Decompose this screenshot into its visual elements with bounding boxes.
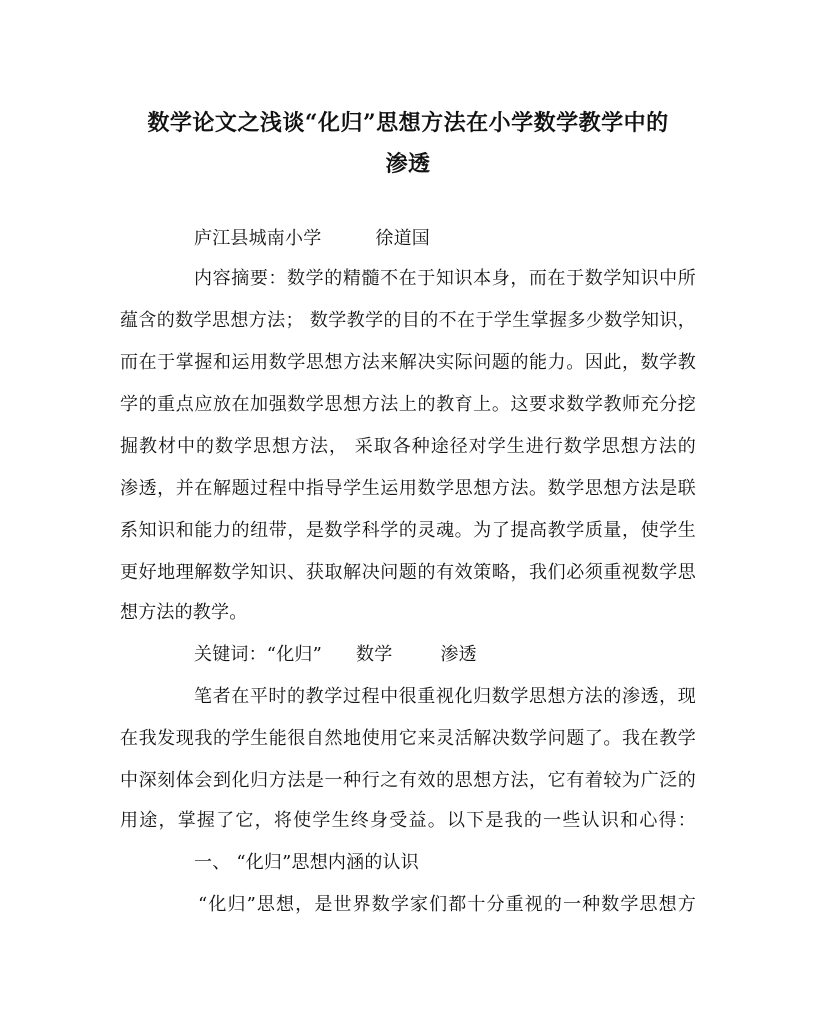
keyword: 数学 (356, 644, 393, 665)
intro-line: 用途，掌握了它，将使学生终身受益。以下是我的一些认识和心得： (120, 810, 696, 831)
abstract-line: 学的重点应放在加强数学思想方法上的教育上。这要求数学教师充分挖 (120, 394, 696, 415)
keywords-label: 关键词：“化归” (194, 644, 323, 665)
keywords-line (194, 644, 696, 666)
keyword: 渗透 (440, 644, 477, 665)
intro-line: 笔者在平时的教学过程中很重视化归数学思想方法的渗透，现 (194, 686, 696, 707)
abstract-line: 想方法的教学。 (120, 602, 248, 623)
abstract-line: 渗透，并在解题过程中指导学生运用数学思想方法。数学思想方法是联 (120, 478, 696, 499)
abstract-line: 而在于掌握和运用数学思想方法来解决实际问题的能力。因此，数学教 (120, 352, 696, 373)
abstract-line: 掘教材中的数学思想方法， 采取各种途径对学生进行数学思想方法的 (120, 436, 696, 457)
document-title-line-1: 数学论文之浅谈“化归”思想方法在小学数学教学中的 (147, 110, 669, 136)
section-heading: 一、 “化归”思想内涵的认识 (194, 852, 419, 873)
section-body-line: “化归”思想，是世界数学家们都十分重视的一种数学思想方 (198, 894, 696, 915)
document-title-line-2: 渗透 (385, 151, 431, 177)
abstract-line: 更好地理解数学知识、获取解决问题的有效策略，我们必须重视数学思 (120, 562, 696, 583)
author-line (194, 228, 696, 250)
abstract-line: 内容摘要：数学的精髓不在于知识本身，而在于数学知识中所 (194, 268, 696, 289)
abstract-line: 蕴含的数学思想方法； 数学教学的目的不在于学生掌握多少数学知识， (120, 310, 696, 331)
intro-line: 在我发现我的学生能很自然地使用它来灵活解决数学问题了。我在教学 (120, 728, 696, 749)
abstract-line: 系知识和能力的纽带，是数学科学的灵魂。为了提高教学质量，使学生 (120, 520, 696, 541)
intro-line: 中深刻体会到化归方法是一种行之有效的思想方法，它有着较为广泛的 (120, 770, 696, 791)
author-name: 徐道国 (375, 228, 431, 249)
school-name: 庐江县城南小学 (194, 228, 322, 249)
